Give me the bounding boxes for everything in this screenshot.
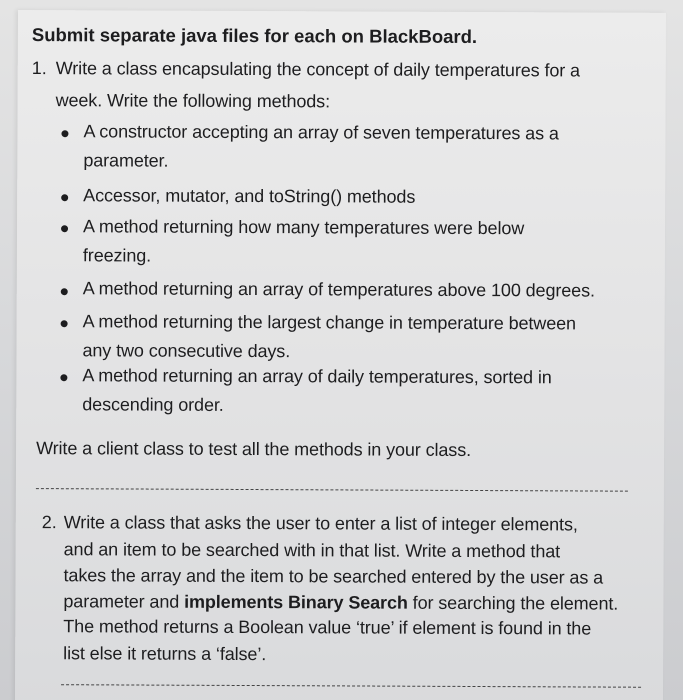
- question-2-line-1: Write a class that asks the user to enter a list of integer elements,: [63, 512, 578, 535]
- q1-bullet-3-line-1: A method returning how many temperatures were below: [83, 216, 525, 239]
- q1-bullet-1-line-1: A constructor accepting an array of seven temperatures as a: [83, 121, 559, 144]
- q1-bullet-4-line-1: A method returning an array of temperatures above 100 degrees.: [82, 278, 595, 301]
- section-divider-bottom: [61, 684, 641, 688]
- binary-search-emphasis: implements Binary Search: [184, 591, 408, 613]
- question-2-line-4: [63, 591, 618, 614]
- question-1-intro-line-1: Write a class encapsulating the concept of daily temperatures for a: [55, 58, 581, 81]
- bullet-icon: [61, 130, 68, 137]
- assignment-sheet: [15, 10, 666, 700]
- bullet-icon: [61, 225, 68, 232]
- bullet-icon: [61, 288, 68, 295]
- bullet-icon: [61, 320, 68, 327]
- question-2-line-5: The method returns a Boolean value ‘true’ if element is found in the: [63, 616, 592, 639]
- question-2-line-6: list else it returns a ‘false’.: [63, 643, 267, 665]
- question-1-intro-line-2: week. Write the following methods:: [55, 90, 331, 112]
- q1-bullet-6-line-1: A method returning an array of daily temperatures, sorted in: [82, 365, 552, 388]
- section-divider: [36, 488, 628, 492]
- q1-bullet-6-line-2: descending order.: [82, 394, 224, 415]
- q1-bullet-5-line-2: any two consecutive days.: [82, 340, 291, 362]
- client-class-note: Write a client class to test all the methods in your class.: [36, 438, 472, 460]
- q1-bullet-2-line-1: Accessor, mutator, and toString() methods: [83, 185, 416, 207]
- question-2-line-2: and an item to be searched with in that list. Write a method that: [63, 539, 561, 562]
- bullet-icon: [60, 374, 67, 381]
- question-1-number: 1.: [31, 58, 47, 79]
- question-2-number: 2.: [41, 512, 57, 533]
- bullet-icon: [61, 194, 68, 201]
- q1-bullet-5-line-1: A method returning the largest change in temperature between: [82, 311, 577, 334]
- question-2-line-4-text: parameter and: [63, 591, 185, 612]
- q1-bullet-3-line-2: freezing.: [82, 245, 152, 266]
- question-2-line-3: takes the array and the item to be searched entered by the user as a: [63, 565, 604, 588]
- assignment-heading: Submit separate java files for each on BlackBoard.: [31, 24, 478, 48]
- q1-bullet-1-line-2: parameter.: [83, 150, 169, 171]
- question-2-line-4-tail: for searching the element.: [407, 592, 619, 614]
